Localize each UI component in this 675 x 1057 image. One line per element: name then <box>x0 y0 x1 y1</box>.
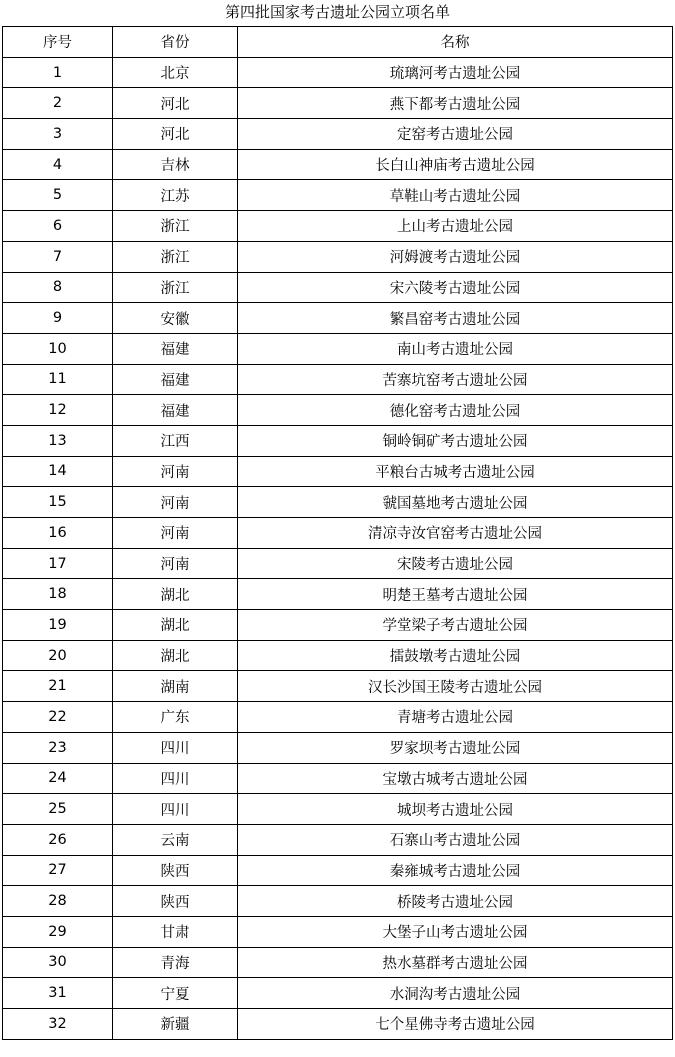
table-row <box>3 610 673 641</box>
row-province: 云南 <box>113 824 238 855</box>
row-province: 浙江 <box>113 241 238 272</box>
row-province: 浙江 <box>113 272 238 303</box>
table-row <box>3 456 673 487</box>
row-number: 3 <box>3 119 113 150</box>
table-row <box>3 579 673 610</box>
table-row <box>3 886 673 917</box>
row-province: 福建 <box>113 364 238 395</box>
row-number: 32 <box>3 1009 113 1040</box>
row-number: 4 <box>3 149 113 180</box>
table-row <box>3 119 673 150</box>
row-park-name: 擂鼓墩考古遗址公园 <box>238 640 673 671</box>
row-province: 安徽 <box>113 303 238 334</box>
row-park-name: 虢国墓地考古遗址公园 <box>238 487 673 518</box>
row-park-name: 宋六陵考古遗址公园 <box>238 272 673 303</box>
row-number: 8 <box>3 272 113 303</box>
table-row <box>3 855 673 886</box>
row-number: 1 <box>3 57 113 88</box>
row-province: 新疆 <box>113 1009 238 1040</box>
row-province: 甘肃 <box>113 916 238 947</box>
row-province: 陕西 <box>113 855 238 886</box>
table-row <box>3 640 673 671</box>
row-province: 陕西 <box>113 886 238 917</box>
row-park-name: 城坝考古遗址公园 <box>238 794 673 825</box>
table-row <box>3 763 673 794</box>
row-province: 河南 <box>113 456 238 487</box>
table-row <box>3 395 673 426</box>
row-park-name: 水洞沟考古遗址公园 <box>238 978 673 1009</box>
table-row <box>3 57 673 88</box>
row-park-name: 燕下都考古遗址公园 <box>238 88 673 119</box>
table-row <box>3 241 673 272</box>
row-province: 湖北 <box>113 640 238 671</box>
row-number: 2 <box>3 88 113 119</box>
row-number: 19 <box>3 610 113 641</box>
row-park-name: 七个星佛寺考古遗址公园 <box>238 1009 673 1040</box>
table-row <box>3 548 673 579</box>
row-number: 15 <box>3 487 113 518</box>
row-park-name: 平粮台古城考古遗址公园 <box>238 456 673 487</box>
row-province: 四川 <box>113 732 238 763</box>
row-number: 21 <box>3 671 113 702</box>
row-park-name: 繁昌窑考古遗址公园 <box>238 303 673 334</box>
row-park-name: 学堂梁子考古遗址公园 <box>238 610 673 641</box>
row-province: 北京 <box>113 57 238 88</box>
row-number: 24 <box>3 763 113 794</box>
table-row <box>3 824 673 855</box>
column-header-number: 序号 <box>3 27 113 58</box>
row-province: 河南 <box>113 487 238 518</box>
row-number: 27 <box>3 855 113 886</box>
table-row <box>3 180 673 211</box>
row-number: 16 <box>3 518 113 549</box>
column-header-name: 名称 <box>238 27 673 58</box>
row-park-name: 琉璃河考古遗址公园 <box>238 57 673 88</box>
row-park-name: 明楚王墓考古遗址公园 <box>238 579 673 610</box>
table-row <box>3 671 673 702</box>
row-number: 28 <box>3 886 113 917</box>
row-province: 河北 <box>113 119 238 150</box>
row-park-name: 罗家坝考古遗址公园 <box>238 732 673 763</box>
row-park-name: 河姆渡考古遗址公园 <box>238 241 673 272</box>
row-number: 5 <box>3 180 113 211</box>
table-row <box>3 333 673 364</box>
row-park-name: 宋陵考古遗址公园 <box>238 548 673 579</box>
row-province: 浙江 <box>113 211 238 242</box>
row-province: 四川 <box>113 794 238 825</box>
row-number: 23 <box>3 732 113 763</box>
column-header-province: 省份 <box>113 27 238 58</box>
row-number: 18 <box>3 579 113 610</box>
table-row <box>3 303 673 334</box>
table-row <box>3 1009 673 1040</box>
row-number: 20 <box>3 640 113 671</box>
table-row <box>3 702 673 733</box>
row-number: 30 <box>3 947 113 978</box>
row-number: 11 <box>3 364 113 395</box>
row-number: 6 <box>3 211 113 242</box>
park-list-table <box>2 26 673 1040</box>
row-province: 湖北 <box>113 579 238 610</box>
row-park-name: 德化窑考古遗址公园 <box>238 395 673 426</box>
row-number: 22 <box>3 702 113 733</box>
row-number: 25 <box>3 794 113 825</box>
table-row <box>3 272 673 303</box>
row-province: 吉林 <box>113 149 238 180</box>
table-row <box>3 732 673 763</box>
row-park-name: 苦寨坑窑考古遗址公园 <box>238 364 673 395</box>
row-park-name: 青塘考古遗址公园 <box>238 702 673 733</box>
row-number: 7 <box>3 241 113 272</box>
row-park-name: 宝墩古城考古遗址公园 <box>238 763 673 794</box>
document-title: 第四批国家考古遗址公园立项名单 <box>224 3 450 21</box>
row-province: 青海 <box>113 947 238 978</box>
row-number: 26 <box>3 824 113 855</box>
row-number: 31 <box>3 978 113 1009</box>
table-row <box>3 518 673 549</box>
table-row <box>3 88 673 119</box>
row-province: 四川 <box>113 763 238 794</box>
row-park-name: 草鞋山考古遗址公园 <box>238 180 673 211</box>
row-park-name: 长白山神庙考古遗址公园 <box>238 149 673 180</box>
row-province: 河南 <box>113 548 238 579</box>
row-province: 宁夏 <box>113 978 238 1009</box>
row-park-name: 大堡子山考古遗址公园 <box>238 916 673 947</box>
table-header-row <box>3 27 673 58</box>
row-number: 17 <box>3 548 113 579</box>
row-province: 福建 <box>113 333 238 364</box>
row-park-name: 定窑考古遗址公园 <box>238 119 673 150</box>
row-province: 福建 <box>113 395 238 426</box>
row-province: 江西 <box>113 425 238 456</box>
row-park-name: 桥陵考古遗址公园 <box>238 886 673 917</box>
row-province: 湖北 <box>113 610 238 641</box>
row-number: 12 <box>3 395 113 426</box>
table-row <box>3 211 673 242</box>
row-park-name: 南山考古遗址公园 <box>238 333 673 364</box>
row-park-name: 汉长沙国王陵考古遗址公园 <box>238 671 673 702</box>
row-number: 9 <box>3 303 113 334</box>
row-park-name: 铜岭铜矿考古遗址公园 <box>238 425 673 456</box>
table-row <box>3 149 673 180</box>
table-row <box>3 794 673 825</box>
row-number: 10 <box>3 333 113 364</box>
row-number: 13 <box>3 425 113 456</box>
row-park-name: 上山考古遗址公园 <box>238 211 673 242</box>
table-row <box>3 425 673 456</box>
table-row <box>3 947 673 978</box>
row-province: 河南 <box>113 518 238 549</box>
row-province: 广东 <box>113 702 238 733</box>
row-province: 河北 <box>113 88 238 119</box>
table-row <box>3 487 673 518</box>
row-park-name: 热水墓群考古遗址公园 <box>238 947 673 978</box>
table-row <box>3 916 673 947</box>
table-row <box>3 364 673 395</box>
row-number: 29 <box>3 916 113 947</box>
table-row <box>3 978 673 1009</box>
row-park-name: 石寨山考古遗址公园 <box>238 824 673 855</box>
row-province: 江苏 <box>113 180 238 211</box>
row-province: 湖南 <box>113 671 238 702</box>
row-park-name: 秦雍城考古遗址公园 <box>238 855 673 886</box>
row-number: 14 <box>3 456 113 487</box>
row-park-name: 清凉寺汝官窑考古遗址公园 <box>238 518 673 549</box>
